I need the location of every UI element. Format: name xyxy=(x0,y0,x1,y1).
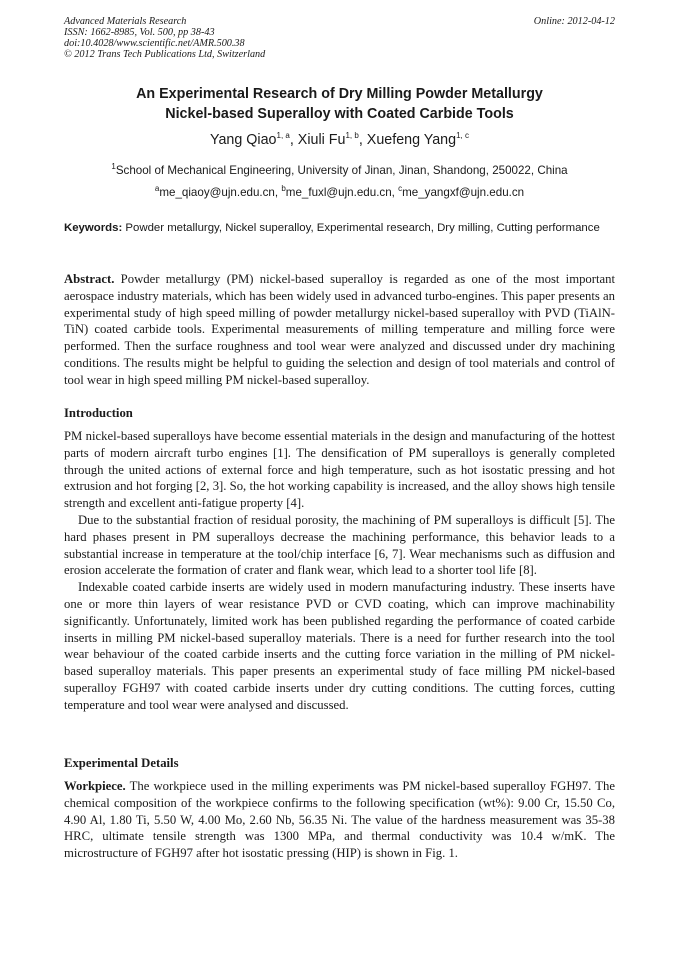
author-affil-sup: 1, a xyxy=(276,131,290,141)
email-sup: c xyxy=(398,184,403,194)
email-sup: a xyxy=(154,184,160,194)
keywords-label: Keywords: xyxy=(64,222,123,234)
intro-paragraph-2: Due to the substantial fraction of residual porosity, the machining of PM superalloys is difficult [5]. The hard phases present in PM superalloys decrease the machining performance, this behavior leads to a substantial increase in temperature at the tool/chip interface [6, 7]. Wear mechanisms such as diffusion and erosion accelerate the formation of crater and flank wear, which lead to a shorter tool life [8]. xyxy=(64,512,615,578)
keywords-text: Powder metallurgy, Nickel superalloy, Experimental research, Dry milling, Cutting performance xyxy=(125,222,600,234)
keywords xyxy=(64,221,615,235)
email-separator: , xyxy=(391,186,399,199)
intro-paragraph-3: Indexable coated carbide inserts are widely used in modern manufacturing industry. These inserts have one or more thin layers of wear resistance PVD or CVD coating, which can improve machinability significantly. Unfortunately, limited work has been published regarding the performance of coated carbide inserts in milling PM nickel-based superalloy materials. There is a need for further research into the tool wear behaviour of the coated carbide inserts and the cutting force variation in the milling of PM nickel-based superalloy materials. This paper presents an experimental study of face milling PM nickel-based superalloy FGH97 with coated carbide inserts under dry cutting conditions. The cutting forces, cutting temperature and tool wear were analysed and discussed. xyxy=(64,580,615,712)
affiliation-text: School of Mechanical Engineering, University of Jinan, Jinan, Shandong, 250022, China xyxy=(115,164,568,177)
email-link[interactable]: me_fuxl@ujn.edu.cn xyxy=(285,186,392,199)
email-link[interactable]: me_qiaoy@ujn.edu.cn xyxy=(159,186,275,199)
abstract-label: Abstract. xyxy=(64,272,115,286)
abstract-text: Powder metallurgy (PM) nickel-based superalloy is regarded as one of the most important aerospace industry materials, which has been widely used in advanced turbo-engines. This paper presents an experimental study of high speed milling of powder metallurgy nickel-based superalloy with PVD (TiAlN-TiN) coated carbide tools. Experimental measurements of milling temperature and milling force were performed. Then the surface roughness and tool wear were analyzed and discussed under dry machining conditions. The results might be helpful to guiding the selection and design of tool materials and control of tool wear in high speed milling PM nickel-based superalloy. xyxy=(64,272,616,387)
email-link[interactable]: me_yangxf@ujn.edu.cn xyxy=(402,186,525,199)
author-name: Yang Qiao xyxy=(210,132,277,148)
paper-title xyxy=(64,84,615,124)
experimental-heading: Experimental Details xyxy=(64,756,179,770)
author-list xyxy=(64,131,615,149)
email-list xyxy=(64,186,615,200)
journal-header xyxy=(64,16,615,60)
workpiece-paragraph xyxy=(64,778,615,862)
journal-info xyxy=(64,16,615,60)
author-separator: , xyxy=(289,132,298,148)
abstract xyxy=(64,271,615,389)
introduction-body xyxy=(64,428,615,714)
title-line-1: An Experimental Research of Dry Milling Powder Metallurgy xyxy=(136,86,543,102)
doi-line: doi:10.4028/www.scientific.net/AMR.500.38 xyxy=(64,38,245,49)
author-separator: , xyxy=(358,132,367,148)
author-affil-sup: 1, b xyxy=(345,131,359,141)
author-affil-sup: 1, c xyxy=(456,131,469,141)
workpiece-text: The workpiece used in the milling experiments was PM nickel-based superalloy FGH97. The chemical composition of the workpiece confirms to the following specification (wt%): 9.00 Cr, 15.50 Co, 4.90 Al, 1.80 Ti, 5.50 W, 4.00 Mo, 2.60 Nb, 56.35 Ni. The value of the hardness measurement was 35-38 HRC, ultimate tensile strength was 1300 MPa, and thermal conductivity was 10.4 w/mK. The microstructure of FGH97 after hot isostatic pressing (HIP) is shown in Fig. 1. xyxy=(64,779,615,861)
affiliation xyxy=(64,164,615,178)
email-sup: b xyxy=(281,184,286,194)
workpiece-label: Workpiece. xyxy=(64,779,126,793)
author-name: Xuefeng Yang xyxy=(366,132,457,148)
journal-name: Advanced Materials Research xyxy=(64,16,187,27)
intro-paragraph-1: PM nickel-based superalloys have become essential materials in the design and manufacturing of the hottest parts of modern aircraft turbo engines [1]. The densification of PM superalloys is generally completed through the united actions of external force and high temperature, such as hot isostatic pressing and hot extrusion and hot forging [2, 3]. So, the hot working capability is increased, and the alloy shows high tensile strength and excellent anti-fatigue property [4]. xyxy=(64,429,615,511)
affiliation-sup: 1 xyxy=(111,162,116,172)
author-name: Xiuli Fu xyxy=(297,132,346,148)
introduction-heading: Introduction xyxy=(64,406,133,420)
title-line-2: Nickel-based Superalloy with Coated Carbide Tools xyxy=(165,106,514,122)
issn-line: ISSN: 1662-8985, Vol. 500, pp 38-43 xyxy=(64,27,215,38)
online-date: Online: 2012-04-12 xyxy=(533,16,615,27)
email-separator: , xyxy=(274,186,282,199)
copyright-line: © 2012 Trans Tech Publications Ltd, Switzerland xyxy=(64,49,266,60)
